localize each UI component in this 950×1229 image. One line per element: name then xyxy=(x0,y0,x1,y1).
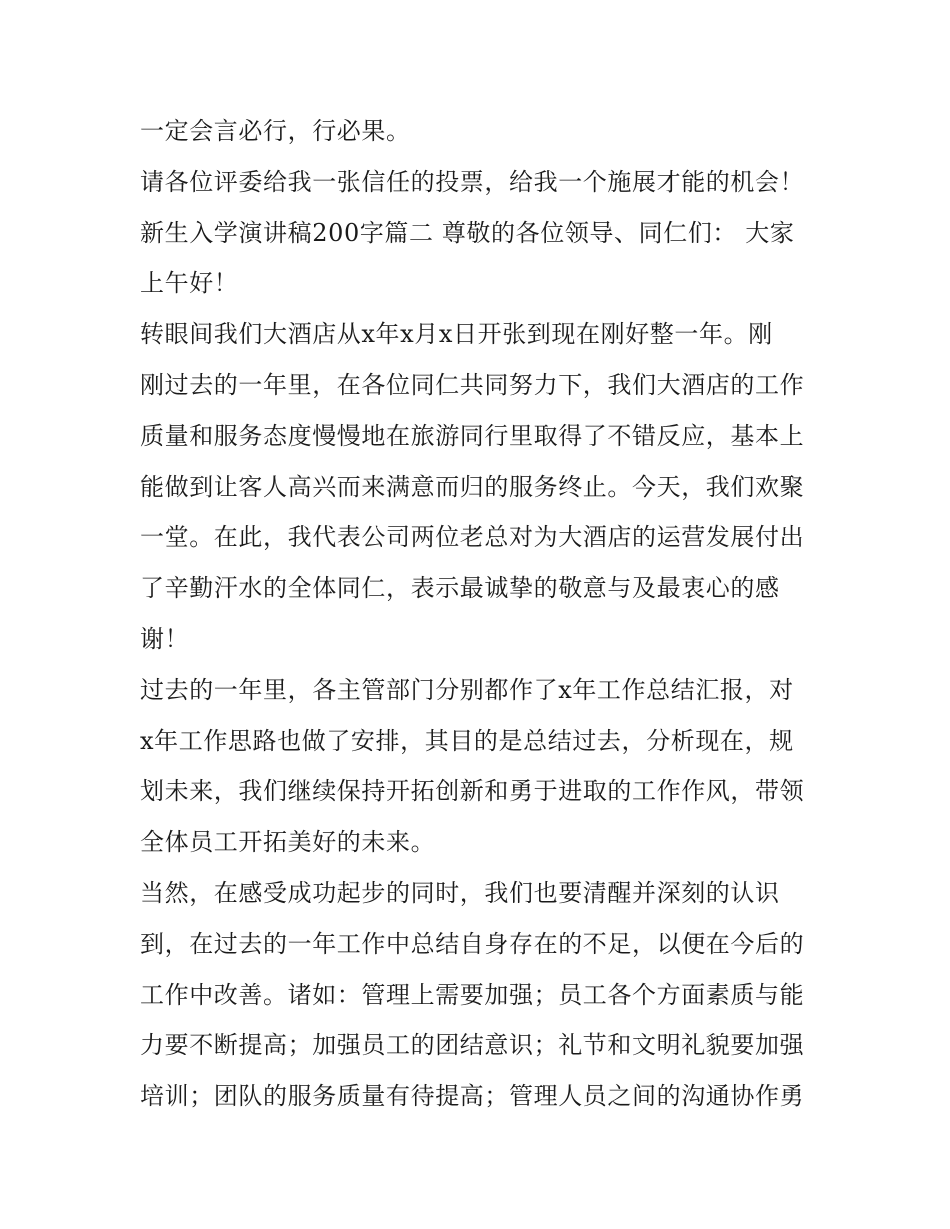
text-line: 全体员工开拓美好的未来。 xyxy=(140,828,436,857)
text-line: 培训；团队的服务质量有待提高；管理人员之间的沟通协作勇 xyxy=(140,1082,805,1111)
text-line: 到，在过去的一年工作中总结自身存在的不足，以便在今后的 xyxy=(140,929,805,958)
text-line: 刚过去的一年里，在各位同仁共同努力下，我们大酒店的工作 xyxy=(140,370,805,399)
paragraph-vote-request xyxy=(140,157,820,208)
text-line: 能做到让客人高兴而来满意而归的服务终止。今天，我们欢聚 xyxy=(140,472,805,501)
text-line: 请各位评委给我一张信任的投票，给我一个施展才能的机会！ xyxy=(140,167,805,196)
text-line: 了辛勤汗水的全体同仁，表示最诚挚的敬意与及最衷心的感 xyxy=(140,574,780,603)
text-line: 新生入学演讲稿200字篇二 尊敬的各位领导、同仁们： 大家 xyxy=(140,218,795,247)
text-line: 力要不断提高；加强员工的团结意识；礼节和文明礼貌要加强 xyxy=(140,1031,805,1060)
text-line: 划未来，我们继续保持开拓创新和勇于进取的工作作风，带领 xyxy=(140,777,805,806)
text-line: 当然，在感受成功起步的同时，我们也要清醒并深刻的认识 xyxy=(140,878,780,907)
text-line: 转眼间我们大酒店从x年x月x日开张到现在刚好整一年。刚 xyxy=(140,320,773,349)
paragraph-shortcomings xyxy=(140,868,820,1122)
paragraph-closing-promise xyxy=(140,106,820,157)
text-line: 上午好！ xyxy=(140,269,239,298)
text-line: 工作中改善。诸如：管理上需要加强；员工各个方面素质与能 xyxy=(140,980,805,1009)
document-body xyxy=(140,106,820,1122)
text-line: 一定会言必行，行必果。 xyxy=(140,117,411,145)
text-line: 质量和服务态度慢慢地在旅游同行里取得了不错反应，基本上 xyxy=(140,421,805,450)
paragraph-speech-title-greeting xyxy=(140,208,820,310)
text-line: 谢！ xyxy=(140,624,190,653)
text-line: 一堂。在此，我代表公司两位老总对为大酒店的运营发展付出 xyxy=(140,523,805,552)
text-line: x年工作思路也做了安排，其目的是总结过去，分析现在，规 xyxy=(140,726,794,755)
text-line: 过去的一年里，各主管部门分别都作了x年工作总结汇报，对 xyxy=(140,675,794,704)
paragraph-anniversary xyxy=(140,309,820,665)
paragraph-review xyxy=(140,665,820,868)
